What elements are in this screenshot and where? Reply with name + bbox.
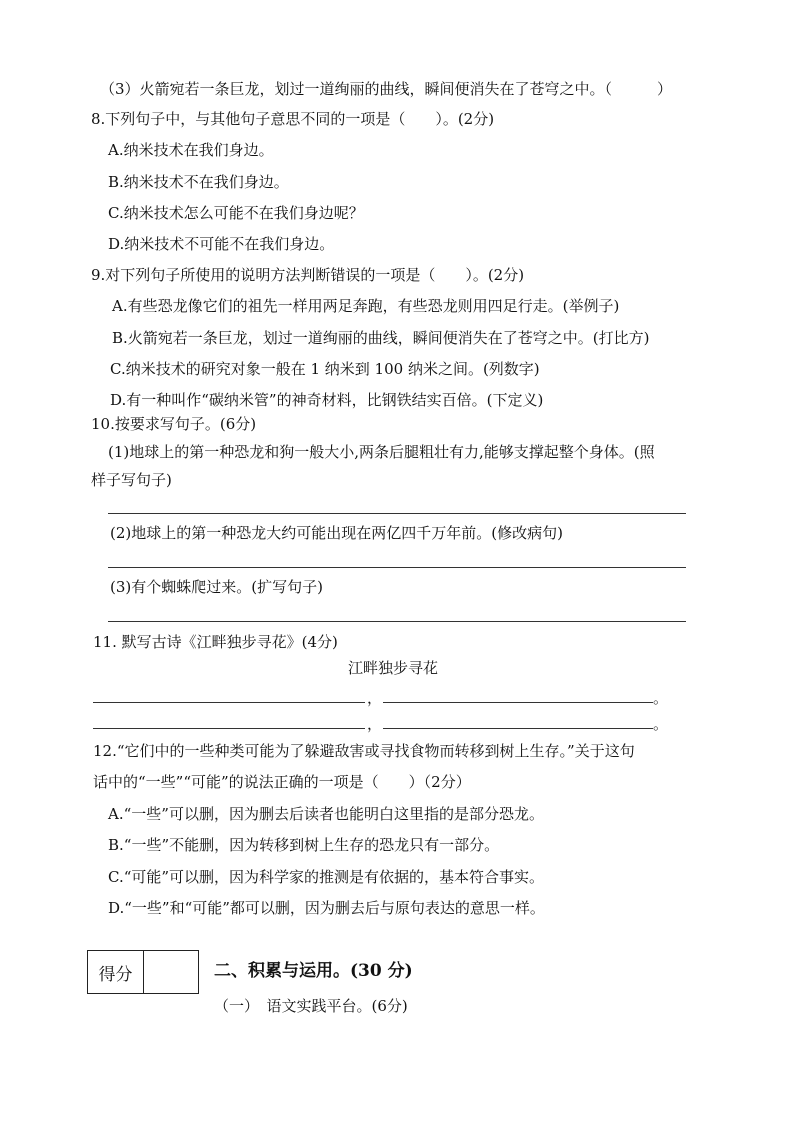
poem-blank xyxy=(93,702,365,703)
q8-option-c: C.纳米技术怎么可能不在我们身边呢？ xyxy=(108,204,364,222)
poem-comma: ， xyxy=(367,715,383,733)
q9-option-b: B.火箭宛若一条巨龙，划过一道绚丽的曲线，瞬间便消失在了苍穹之中。(打比方) xyxy=(112,329,650,347)
q10-item1: (1)地球上的第一种恐龙和狗一般大小,两条后腿粗壮有力,能够支撑起整个身体。(照 xyxy=(108,443,655,461)
answer-line xyxy=(108,567,686,568)
poem-comma: ， xyxy=(367,689,383,707)
q8-stem: 8.下列句子中，与其他句子意思不同的一项是（ ）。(2分) xyxy=(91,110,495,128)
q9-stem: 9.对下列句子所使用的说明方法判断错误的一项是（ ）。(2分) xyxy=(91,266,525,284)
poem-period: 。 xyxy=(653,689,669,707)
q12-option-a: A.“一些”可以删，因为删去后读者也能明白这里指的是部分恐龙。 xyxy=(108,805,544,823)
q11-stem: 11. 默写古诗《江畔独步寻花》(4分) xyxy=(93,633,338,651)
answer-line xyxy=(108,621,686,622)
q8-option-d: D.纳米技术不可能不在我们身边。 xyxy=(108,235,335,253)
q10-item3: (3)有个蜘蛛爬过来。(扩写句子) xyxy=(110,578,323,596)
q12-option-b: B.“一些”不能删，因为转移到树上生存的恐龙只有一部分。 xyxy=(108,836,500,854)
q12-stem-cont: 话中的“一些”“可能”的说法正确的一项是（ ）（2分） xyxy=(93,773,471,791)
section-subtitle: （一） 语文实践平台。(6分) xyxy=(214,997,408,1015)
q12-option-d: D.“一些”和“可能”都可以删，因为删去后与原句表达的意思一样。 xyxy=(108,899,545,917)
q12-option-c: C.“可能”可以删，因为科学家的推测是有依据的，基本符合事实。 xyxy=(108,868,545,886)
answer-line xyxy=(108,513,686,514)
q10-item2: (2)地球上的第一种恐龙大约可能出现在两亿四千万年前。(修改病句) xyxy=(110,524,563,542)
poem-blank xyxy=(383,702,653,703)
q8-option-a: A.纳米技术在我们身边。 xyxy=(108,141,274,159)
q10-stem: 10.按要求写句子。(6分) xyxy=(91,415,257,433)
poem-period: 。 xyxy=(653,715,669,733)
score-label: 得分 xyxy=(88,951,144,993)
q9-option-c: C.纳米技术的研究对象一般在 1 纳米到 100 纳米之间。(列数字) xyxy=(110,360,540,378)
q9-option-a: A.有些恐龙像它们的祖先一样用两足奔跑，有些恐龙则用四足行走。(举例子) xyxy=(112,297,620,315)
q10-item1-cont: 样子写句子) xyxy=(91,471,172,489)
q8-option-b: B.纳米技术不在我们身边。 xyxy=(108,173,289,191)
score-blank xyxy=(144,951,198,993)
q7-item3: （3）火箭宛若一条巨龙，划过一道绚丽的曲线，瞬间便消失在了苍穹之中。（ ） xyxy=(100,80,673,98)
section-title: 二、积累与运用。(30 分) xyxy=(214,961,413,981)
score-box xyxy=(87,950,199,994)
poem-title: 江畔独步寻花 xyxy=(348,659,439,677)
q12-stem: 12.“它们中的一些种类可能为了躲避敌害或寻找食物而转移到树上生存。”关于这句 xyxy=(93,742,635,760)
q9-option-d: D.有一种叫作“碳纳米管”的神奇材料，比钢铁结实百倍。(下定义) xyxy=(110,391,544,409)
poem-blank xyxy=(383,728,653,729)
poem-blank xyxy=(93,728,365,729)
